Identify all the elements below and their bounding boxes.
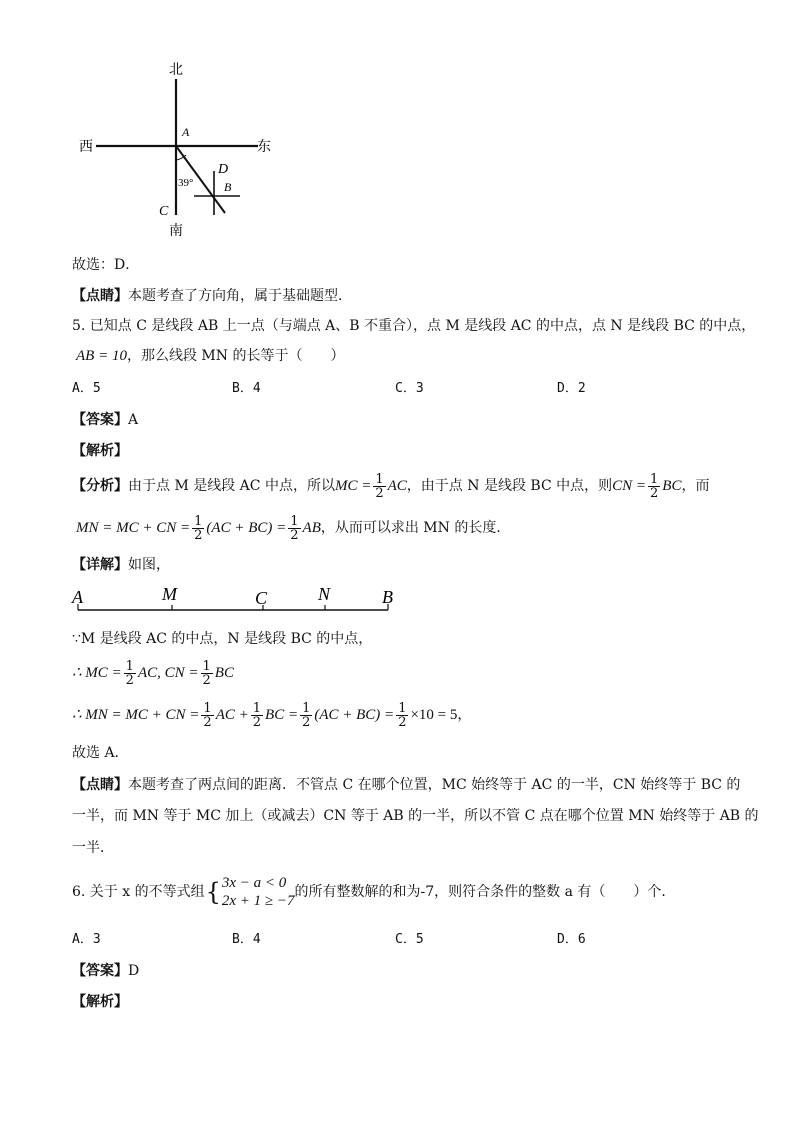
point-D-label: D	[218, 162, 229, 177]
q5-therefore1	[72, 656, 234, 690]
q5-fenxi-line1	[72, 469, 709, 503]
fenxi-text-3: ，而	[681, 478, 710, 494]
q6-stem	[72, 870, 675, 914]
point-A-label: A	[182, 125, 190, 139]
fenxi-cn: CN =	[612, 478, 646, 494]
q5-dianjing	[72, 776, 740, 794]
q5-answer	[72, 411, 138, 429]
q6-option-d: D．6	[557, 932, 586, 947]
q5-option-b: B．4	[232, 381, 261, 396]
q5-dianjing-line-3: 一半．	[72, 840, 114, 856]
dianjing-tag: 【点睛】	[72, 288, 128, 304]
segment-label-A: A	[72, 587, 83, 607]
q5-stem-tail: ，那么线段 MN 的长等于（ ）	[126, 348, 345, 364]
fraction-half: $\frac{1}{2}$	[650, 471, 659, 501]
dianjing-text: 本题考查了方向角，属于基础题型．	[128, 288, 352, 304]
point-C-label: C	[159, 204, 169, 219]
fraction-half: $\frac{1}{2}$	[375, 471, 384, 501]
segment-label-N: N	[318, 584, 331, 604]
segment-label-B: B	[382, 587, 393, 607]
answer-tag: 【答案】	[72, 412, 128, 428]
fraction-half: $\frac{1}{2}$	[302, 700, 311, 730]
q5-jiexi-tag: 【解析】	[72, 443, 128, 459]
q5-fenxi-line2	[76, 511, 510, 545]
q5-stem-line2	[76, 347, 344, 365]
q6-answer	[72, 962, 139, 980]
fenxi-ac: AC	[387, 478, 407, 494]
dianjing-line-1: 本题考查了两点间的距离．不管点 C 在哪个位置，MC 始终等于 AC 的一半，CN 始终等于 BC 的	[128, 777, 741, 793]
point-B-label: B	[224, 180, 232, 194]
fraction-half: $\frac{1}{2}$	[125, 658, 134, 688]
q5-xiangjie	[72, 556, 170, 574]
fenxi-bc: BC	[662, 478, 682, 494]
therefore1-b: AC, CN =	[137, 665, 199, 681]
fraction-half: $\frac{1}{2}$	[203, 700, 212, 730]
segment-label-C: C	[255, 588, 268, 608]
answer-value: A	[128, 412, 139, 428]
fenxi-sum: (AC + BC) =	[206, 520, 287, 536]
therefore2-b: AC +	[215, 707, 249, 723]
q6-stem-b: 的所有整数解的和为-7，则符合条件的整数 a 有（ ）个．	[294, 884, 676, 900]
east-label: 东	[257, 140, 271, 155]
q5-ab-eq: AB = 10	[76, 348, 127, 364]
segment-diagram	[70, 583, 400, 619]
fraction-half: $\frac{1}{2}$	[290, 513, 299, 543]
fenxi-tag: 【分析】	[72, 478, 128, 494]
therefore1-c: BC	[214, 665, 234, 681]
fraction-half: $\frac{1}{2}$	[202, 658, 211, 688]
q6-option-c: C．5	[395, 932, 424, 947]
xiangjie-tag: 【详解】	[72, 557, 128, 573]
q6-option-a: A．3	[72, 932, 101, 947]
fraction-half: $\frac{1}{2}$	[194, 513, 203, 543]
fenxi-text-2: ，由于点 N 是线段 BC 中点，则	[406, 478, 613, 494]
q5-stem-line1: 5. 已知点 C 是线段 AB 上一点（与端点 A、B 不重合），点 M 是线段 AC 的中点，点 N 是线段 BC 的中点，	[72, 318, 756, 334]
fenxi-mn-eq: MN = MC + CN =	[76, 520, 191, 536]
q6-jiexi-tag: 【解析】	[72, 994, 128, 1010]
q5-because: ∵M 是线段 AC 的中点，N 是线段 BC 的中点，	[72, 631, 373, 647]
q6-stem-a: 6. 关于 x 的不等式组	[72, 884, 205, 900]
answer-tag: 【答案】	[72, 963, 128, 979]
q5-option-d: D．2	[557, 381, 586, 396]
xiangjie-text: 如图，	[128, 557, 170, 573]
answer-value: D	[128, 963, 140, 979]
therefore2-a: ∴ MN = MC + CN =	[72, 707, 200, 723]
south-label: 南	[169, 224, 183, 239]
therefore2-e: ×10 = 5	[410, 707, 458, 723]
q6-inequality-1: 3x − a < 0	[221, 875, 287, 891]
fraction-half: $\frac{1}{2}$	[398, 700, 407, 730]
q4-answer-line: 故选：D．	[72, 257, 140, 273]
dianjing-tag: 【点睛】	[72, 777, 128, 793]
q6-inequality-system	[222, 874, 295, 910]
fenxi-mc: MC =	[334, 478, 372, 494]
q5-answer-line: 故选 A．	[72, 745, 129, 761]
fenxi-ab: AB	[302, 520, 321, 536]
therefore2-f: ，	[457, 707, 472, 723]
q6-inequality-2: 2x + 1 ≥ −7	[221, 893, 295, 909]
q5-option-c: C．3	[395, 381, 424, 396]
therefore2-d: (AC + BC) =	[314, 707, 395, 723]
compass-diagram	[70, 55, 290, 245]
q4-dianjing	[72, 287, 352, 305]
therefore2-c: BC =	[265, 707, 299, 723]
angle-label: 39°	[178, 177, 194, 189]
north-label: 北	[169, 63, 183, 78]
q6-system-brace: {	[205, 878, 221, 906]
fenxi-text-1: 由于点 M 是线段 AC 中点，所以	[128, 478, 335, 494]
q5-dianjing-line-2: 一半，而 MN 等于 MC 加上（或减去）CN 等于 AB 的一半，所以不管 C 点在哪个位置 MN 始终等于 AB 的	[72, 808, 759, 824]
q6-option-b: B．4	[232, 932, 261, 947]
segment-label-M: M	[162, 584, 177, 604]
fraction-half: $\frac{1}{2}$	[252, 700, 262, 730]
therefore1-a: ∴ MC =	[72, 665, 122, 681]
west-label: 西	[79, 140, 93, 155]
q5-therefore2	[72, 698, 471, 732]
q5-option-a: A．5	[72, 381, 101, 396]
fenxi-tail: ，从而可以求出 MN 的长度．	[320, 520, 511, 536]
